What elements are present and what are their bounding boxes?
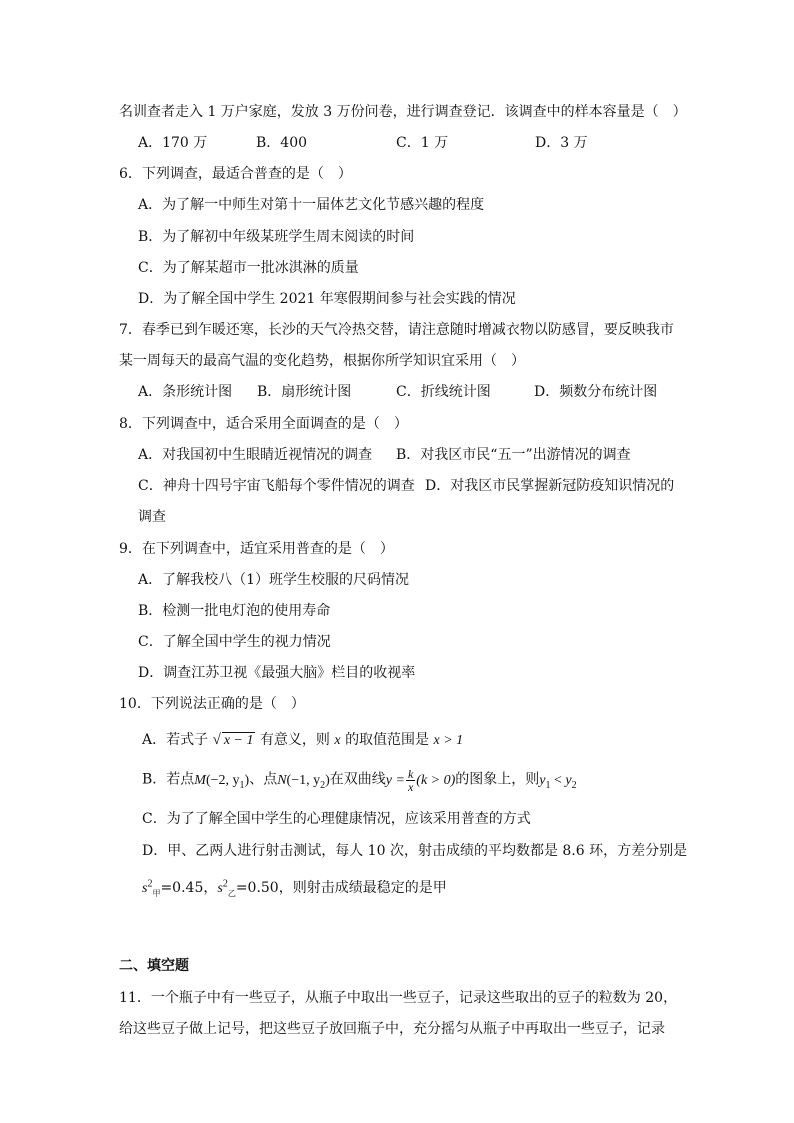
- q10-a-prefix: A．若式子: [142, 732, 209, 748]
- q10-b-tail: 的图象上，则: [455, 771, 540, 788]
- q8-options-row-1: [138, 445, 698, 465]
- q10-b-sep: 、点: [249, 771, 278, 788]
- q7-options: [138, 382, 738, 402]
- q5-option-a: A．170 万: [138, 135, 208, 151]
- q9-option-d: D．调查江苏卫视《最强大脑》栏目的收视率: [138, 665, 416, 681]
- q10-option-c: C．为了了解全国中学生的心理健康情况，应该采用普查的方式: [142, 811, 531, 827]
- q10-a-radicand: x − 1: [223, 733, 254, 748]
- q8-option-b: B．对我区市民“五一”出游情况的调查: [396, 447, 631, 463]
- q10-a-mid: 有意义，则: [259, 732, 330, 748]
- q10-b-n-coords: (−1, y: [286, 772, 321, 788]
- q10-stem: 10．下列说法正确的是（ ）: [119, 696, 305, 712]
- q10-b-point-m: M(−2, $y_1$): [194, 772, 250, 791]
- q8-option-d-continued: 调查: [138, 509, 166, 525]
- q9-option-c: C．了解全国中学生的视力情况: [138, 634, 331, 650]
- q10-b-point-n: N(−1, $y_2$): [277, 772, 330, 791]
- q9-option-a: A．了解我校八（1）班学生校服的尺码情况: [138, 572, 410, 588]
- q11-stem-line-1: 11．一个瓶子中有一些豆子，从瓶子中取出一些豆子，记录这些取出的豆子的粒数为 20，: [119, 990, 678, 1006]
- q7-stem-line-1: 7．春季已到乍暖还寒，长沙的天气冷热交替，请注意随时增减衣物以防感冒，要反映我市: [119, 322, 674, 338]
- q10-d-variance-yi: $s^2_乙$: [217, 878, 236, 898]
- q10-b-n-sub: 2: [320, 779, 326, 791]
- q10-b-hyperbola: [385, 767, 456, 794]
- q7-option-c: C．折线统计图: [396, 384, 491, 400]
- q8-options-row-2: [138, 476, 698, 496]
- q5-options: [138, 133, 738, 153]
- q7-option-d: D．频数分布统计图: [534, 384, 658, 400]
- q5-option-d: D．3 万: [535, 135, 588, 151]
- q10-b-prefix: B．若点: [142, 771, 195, 788]
- q8-option-d: D．对我区市民掌握新冠防疫知识情况的: [425, 478, 675, 494]
- q10-b-mid: 在双曲线: [329, 771, 386, 788]
- q10-option-d-line-1: D．甲、乙两人进行射击测试，每人 10 次，射击成绩的平均数都是 8.6 环，方差分别是: [142, 843, 688, 859]
- q5-option-c: C．1 万: [396, 135, 449, 151]
- q8-option-a: A．对我国初中生眼睛近视情况的调查: [138, 447, 373, 463]
- q6-stem: 6．下列调查，最适合普查的是（ ）: [119, 166, 352, 182]
- q10-a-variable: x: [334, 733, 341, 748]
- q10-b-inequality: $y_1 < y_2$: [539, 772, 577, 791]
- q7-stem-line-2: 某一周每天的最高气温的变化趋势，根据你所学知识宜采用（ ）: [119, 353, 525, 369]
- q10-a-sqrt-expression: √ x − 1: [212, 732, 254, 748]
- q7-option-a: A．条形统计图: [138, 384, 233, 400]
- q8-stem: 8．下列调查中，适合采用全面调查的是（ ）: [119, 416, 408, 432]
- q10-b-denominator: x: [407, 780, 414, 794]
- q10-d-tail: ，则射击成绩最稳定的是甲: [278, 880, 447, 896]
- q10-b-m-sub: 1: [239, 779, 245, 791]
- q10-option-b: [142, 767, 577, 794]
- q10-option-a: [142, 730, 463, 750]
- q10-b-numerator: k: [407, 767, 414, 781]
- q10-a-mid2: 的取值范围是: [345, 732, 430, 748]
- q8-option-c: C．神舟十四号宇宙飞船每个零件情况的调查: [138, 478, 415, 494]
- q10-b-condition: (k > 0): [416, 772, 456, 788]
- q10-b-m-letter: M: [194, 772, 206, 788]
- q10-option-d-line-2: [142, 878, 447, 898]
- q6-option-a: A．为了解一中师生对第十一届体艺文化节感兴趣的程度: [138, 197, 485, 213]
- q10-b-y-eq: y =: [385, 772, 405, 788]
- q6-option-b: B．为了解初中年级某班学生周末阅读的时间: [138, 229, 415, 245]
- q10-d-comma: ，: [203, 880, 218, 896]
- q10-b-n-letter: N: [277, 772, 287, 788]
- q11-stem-line-2: 给这些豆子做上记号，把这些豆子放回瓶子中，充分摇匀从瓶子中再取出一些豆子，记录: [119, 1021, 665, 1037]
- q10-b-m-coords: (−2, y: [205, 772, 240, 788]
- q9-stem: 9．在下列调查中，适宜采用普查的是（ ）: [119, 541, 394, 557]
- q6-option-c: C．为了解某超市一批冰淇淋的质量: [138, 260, 359, 276]
- section-title-fill-in: 二、填空题: [119, 958, 189, 974]
- q5-option-b: B．400: [256, 135, 308, 151]
- q10-d-value-1: =0.45: [160, 880, 204, 896]
- q10-b-fraction: [406, 768, 415, 793]
- q10-d-value-2: =0.50: [235, 880, 279, 896]
- q7-option-b: B．扇形统计图: [257, 384, 352, 400]
- q5-stem: 名训查者走入 1 万户家庭，发放 3 万份问卷，进行调查登记．该调查中的样本容量是（ ）: [119, 104, 687, 120]
- q10-d-variance-jia: $s^2_甲$: [142, 878, 161, 898]
- q10-a-condition: x > 1: [433, 733, 464, 748]
- q9-option-b: B．检测一批电灯泡的使用寿命: [138, 603, 331, 619]
- q6-option-d: D．为了解全国中学生 2021 年寒假期间参与社会实践的情况: [138, 291, 516, 307]
